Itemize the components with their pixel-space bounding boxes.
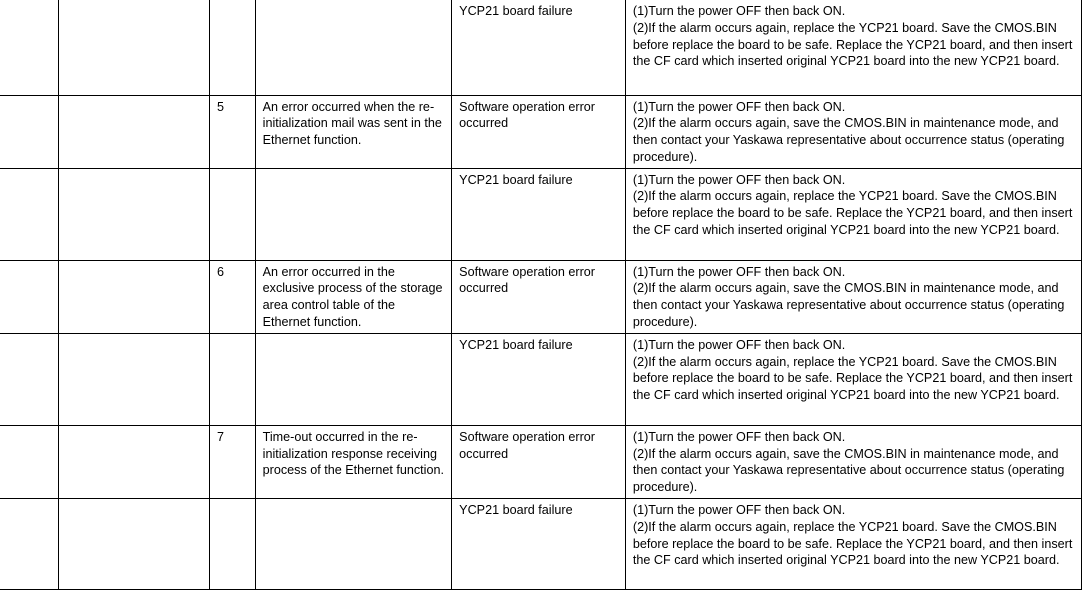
meaning-cell <box>255 0 452 95</box>
alarm-number-cell <box>0 0 59 95</box>
table-row <box>0 260 1082 333</box>
alarm-number-cell <box>0 499 59 590</box>
remedy-cell <box>625 260 1081 333</box>
cause-cell: YCP21 board failure <box>452 333 626 425</box>
table-row <box>0 499 1082 590</box>
remedy-step: (1)Turn the power OFF then back ON. <box>632 429 846 444</box>
remedy-step: (2)If the alarm occurs again, replace the YCP21 board. Save the CMOS.BIN before replace the board to be safe. Replace the YCP21 board, and then insert the CF card which inserted original YCP21 board into the new YCP21 board. <box>632 20 1073 69</box>
meaning-cell <box>255 499 452 590</box>
remedy-step: (2)If the alarm occurs again, replace the YCP21 board. Save the CMOS.BIN before replace the board to be safe. Replace the YCP21 board, and then insert the CF card which inserted original YCP21 board into the new YCP21 board. <box>632 354 1073 403</box>
meaning-cell <box>255 168 452 260</box>
subcode-cell <box>210 168 256 260</box>
remedy-cell <box>625 499 1081 590</box>
table-row <box>0 333 1082 425</box>
subcode-cell <box>210 499 256 590</box>
meaning-cell: An error occurred when the re-initialization mail was sent in the Ethernet function. <box>255 95 452 168</box>
remedy-cell <box>625 168 1081 260</box>
alarm-number-cell <box>0 95 59 168</box>
cause-cell: Software operation error occurred <box>452 260 626 333</box>
subcode-cell: 6 <box>210 260 256 333</box>
remedy-cell <box>625 95 1081 168</box>
remedy-cell <box>625 333 1081 425</box>
alarm-name-cell <box>59 95 210 168</box>
subcode-cell: 7 <box>210 425 256 498</box>
alarm-number-cell <box>0 260 59 333</box>
remedy-step: (2)If the alarm occurs again, save the CMOS.BIN in maintenance mode, and then contact your Yaskawa representative about occurrence status (operating procedure). <box>632 281 1065 330</box>
table-row <box>0 168 1082 260</box>
remedy-step: (1)Turn the power OFF then back ON. <box>632 172 846 187</box>
remedy-step: (1)Turn the power OFF then back ON. <box>632 503 846 518</box>
table-row <box>0 95 1082 168</box>
remedy-cell <box>625 425 1081 498</box>
cause-cell: YCP21 board failure <box>452 0 626 95</box>
alarm-name-cell <box>59 425 210 498</box>
remedy-step: (1)Turn the power OFF then back ON. <box>632 337 846 352</box>
alarm-name-cell <box>59 0 210 95</box>
cause-cell: Software operation error occurred <box>452 425 626 498</box>
remedy-cell <box>625 0 1081 95</box>
remedy-step: (1)Turn the power OFF then back ON. <box>632 264 846 279</box>
table-row <box>0 0 1082 95</box>
remedy-step: (2)If the alarm occurs again, save the CMOS.BIN in maintenance mode, and then contact your Yaskawa representative about occurrence status (operating procedure). <box>632 446 1065 495</box>
table-row <box>0 425 1082 498</box>
alarm-number-cell <box>0 425 59 498</box>
meaning-cell <box>255 333 452 425</box>
cause-cell: YCP21 board failure <box>452 499 626 590</box>
alarm-name-cell <box>59 499 210 590</box>
alarm-number-cell <box>0 168 59 260</box>
remedy-step: (1)Turn the power OFF then back ON. <box>632 4 846 18</box>
remedy-step: (2)If the alarm occurs again, replace the YCP21 board. Save the CMOS.BIN before replace the board to be safe. Replace the YCP21 board, and then insert the CF card which inserted original YCP21 board into the new YCP21 board. <box>632 189 1073 238</box>
alarm-number-cell <box>0 333 59 425</box>
meaning-cell: An error occurred in the exclusive process of the storage area control table of the Ethernet function. <box>255 260 452 333</box>
cause-cell: Software operation error occurred <box>452 95 626 168</box>
subcode-cell <box>210 0 256 95</box>
meaning-cell: Time-out occurred in the re-initialization response receiving process of the Ethernet function. <box>255 425 452 498</box>
alarm-name-cell <box>59 260 210 333</box>
alarm-name-cell <box>59 333 210 425</box>
subcode-cell <box>210 333 256 425</box>
alarm-name-cell <box>59 168 210 260</box>
remedy-step: (2)If the alarm occurs again, save the CMOS.BIN in maintenance mode, and then contact your Yaskawa representative about occurrence status (operating procedure). <box>632 116 1065 164</box>
remedy-step: (2)If the alarm occurs again, replace the YCP21 board. Save the CMOS.BIN before replace the board to be safe. Replace the YCP21 board, and then insert the CF card which inserted original YCP21 board into the new YCP21 board. <box>632 519 1073 568</box>
cause-cell: YCP21 board failure <box>452 168 626 260</box>
remedy-step: (1)Turn the power OFF then back ON. <box>632 99 846 114</box>
subcode-cell: 5 <box>210 95 256 168</box>
